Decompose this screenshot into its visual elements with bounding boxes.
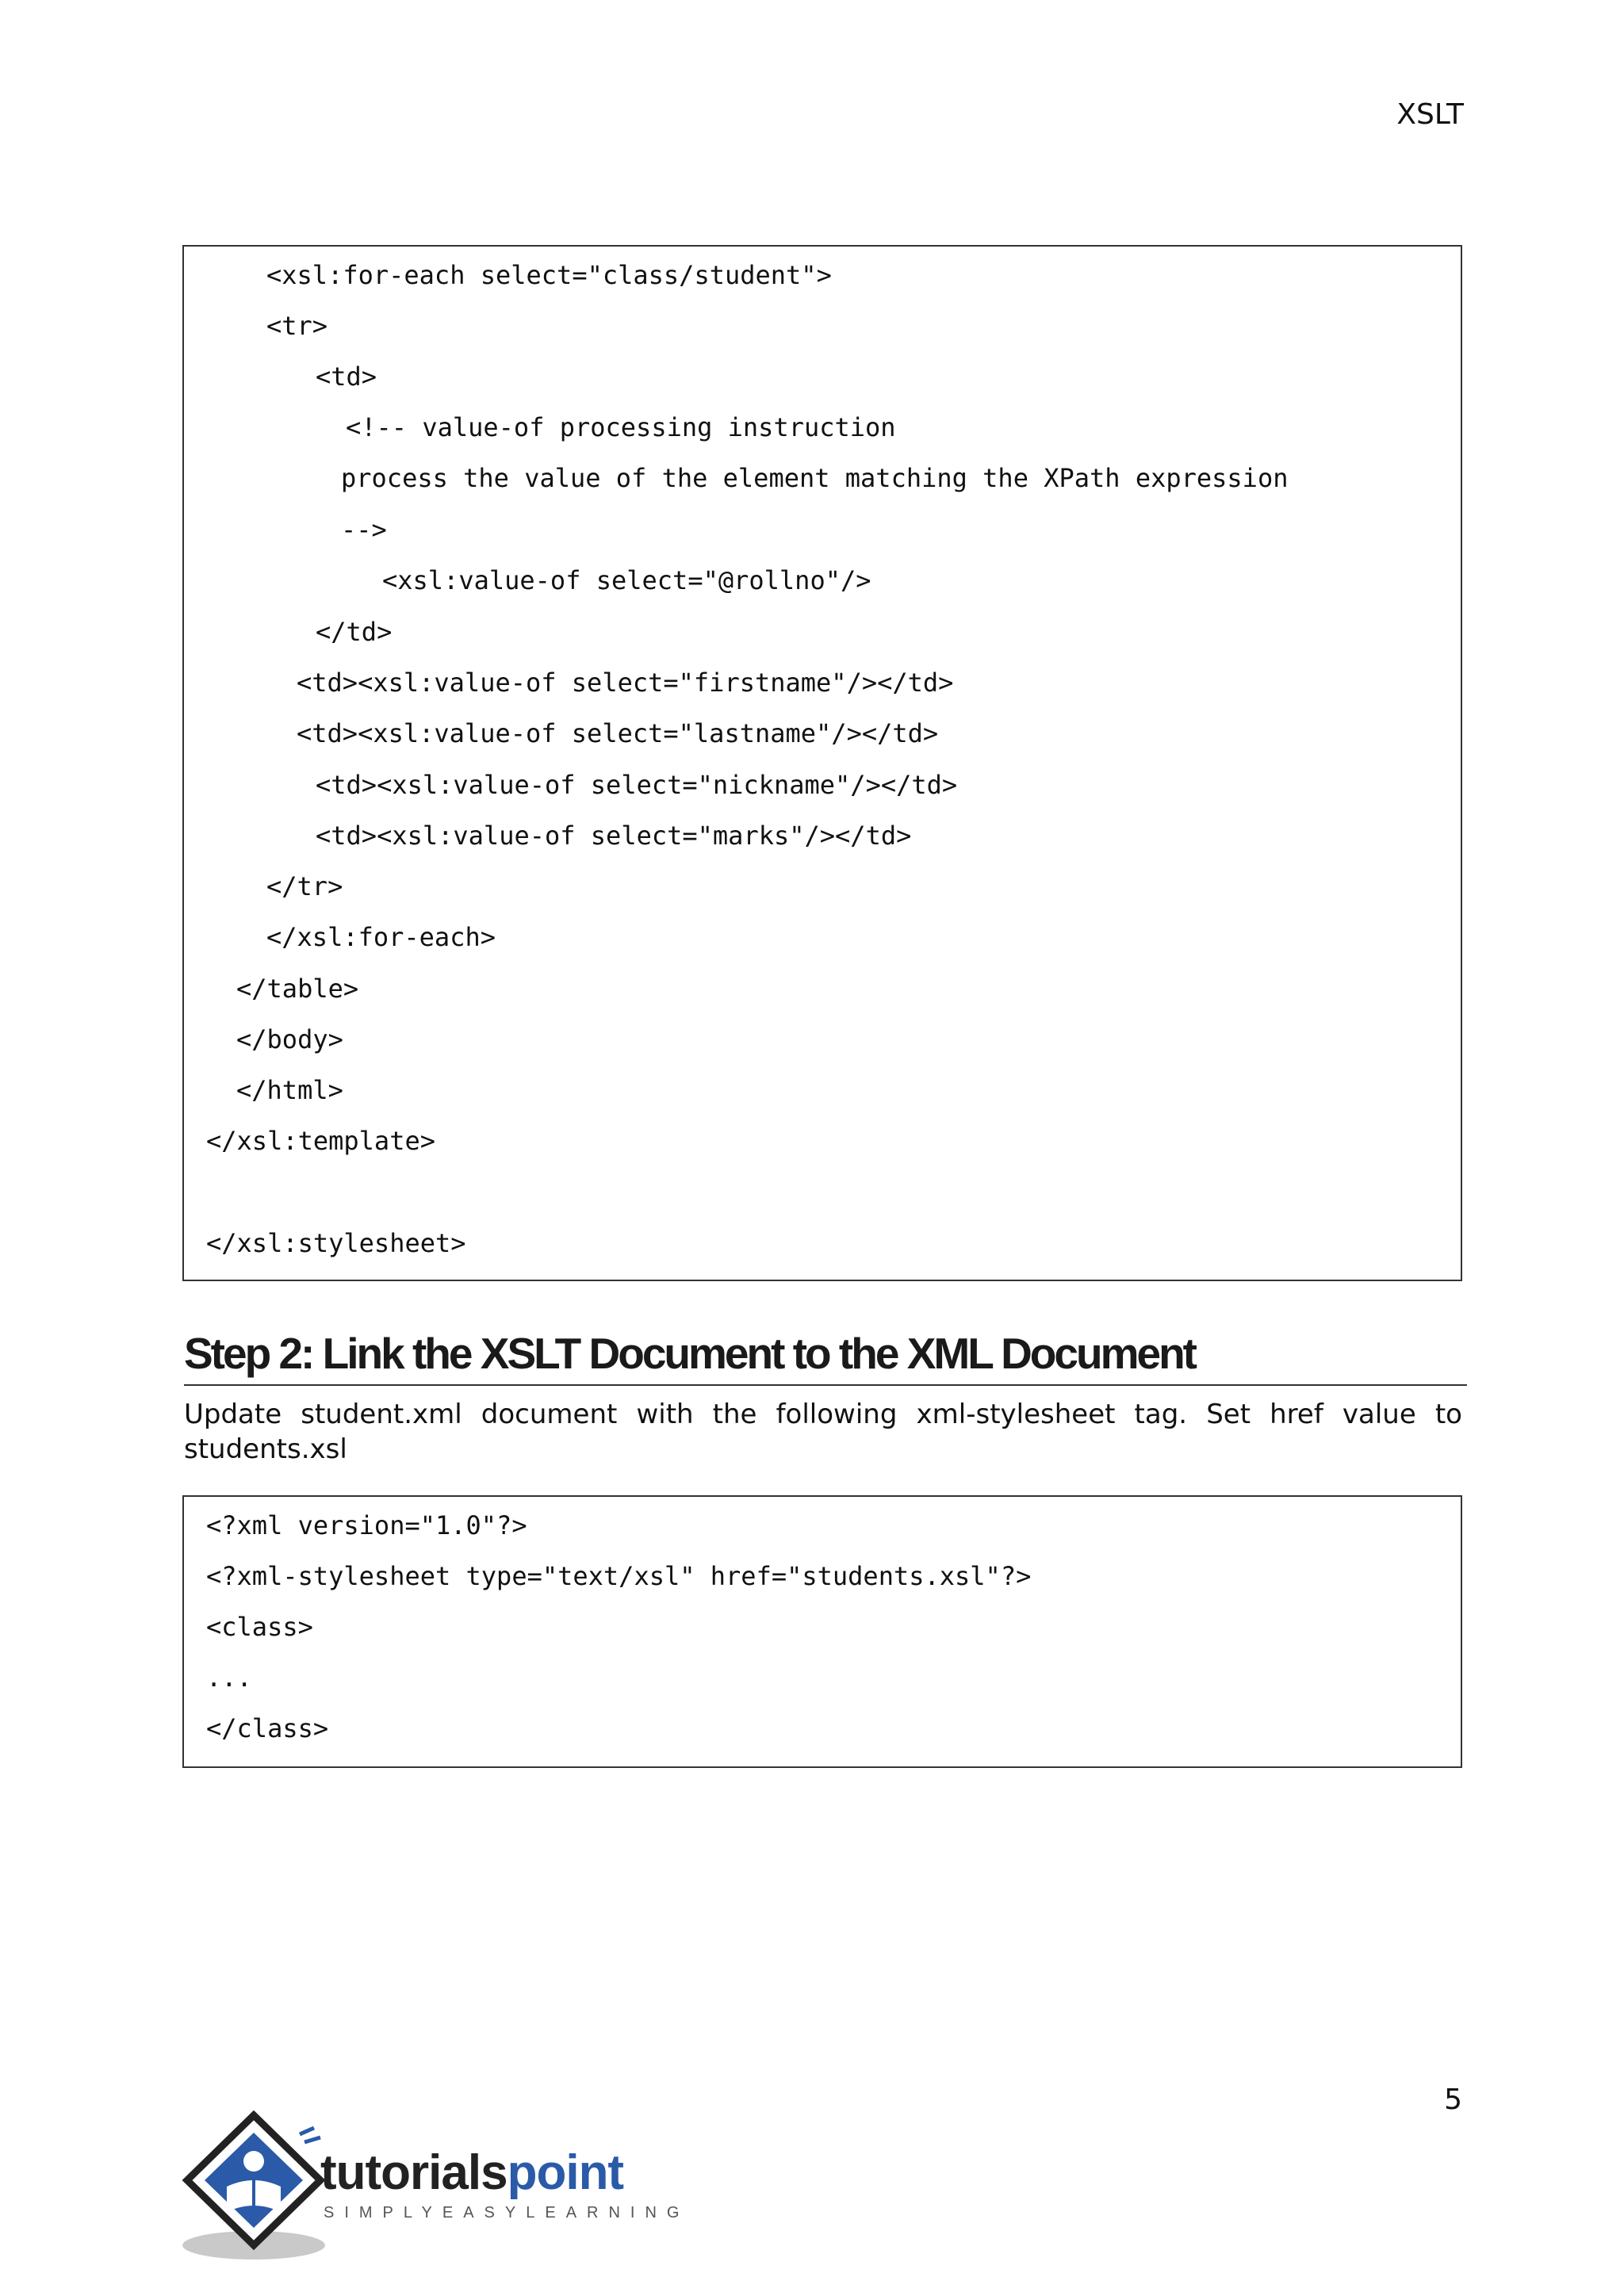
code-line: </xsl:stylesheet> bbox=[206, 1228, 466, 1258]
code-line: <xsl:value-of select="@rollno"/> bbox=[382, 565, 871, 595]
code-line: </html> bbox=[236, 1075, 343, 1105]
section-heading: Step 2: Link the XSLT Document to the XML Document bbox=[184, 1326, 1467, 1386]
code-line: <!-- value-of processing instruction bbox=[346, 412, 896, 442]
code-line: <class> bbox=[206, 1612, 313, 1642]
code-block-xsl-template bbox=[182, 245, 1462, 1281]
logo-word-point: point bbox=[507, 2145, 624, 2200]
code-line: <?xml version="1.0"?> bbox=[206, 1510, 527, 1540]
code-line: </xsl:for-each> bbox=[266, 922, 496, 952]
code-line: </table> bbox=[236, 974, 359, 1004]
code-line: <td><xsl:value-of select="lastname"/></td> bbox=[297, 718, 939, 748]
code-block-xml-stylesheet bbox=[182, 1495, 1462, 1768]
code-line: <tr> bbox=[266, 311, 328, 341]
running-header-title: XSLT bbox=[1396, 98, 1464, 131]
code-line: process the value of the element matching the XPath expression bbox=[341, 463, 1289, 493]
page-number: 5 bbox=[1444, 2084, 1462, 2116]
logo-word-tutorials: tutorials bbox=[320, 2145, 508, 2200]
tutorialspoint-logo bbox=[181, 2110, 690, 2269]
code-line: <td><xsl:value-of select="nickname"/></td> bbox=[316, 770, 958, 800]
code-line: <td><xsl:value-of select="firstname"/></td> bbox=[297, 668, 954, 698]
code-line: </body> bbox=[236, 1024, 343, 1054]
code-line: ... bbox=[206, 1663, 252, 1693]
code-line: <xsl:for-each select="class/student"> bbox=[266, 260, 832, 290]
logo-emblem-icon bbox=[181, 2110, 339, 2269]
code-line: <td><xsl:value-of select="marks"/></td> bbox=[316, 821, 912, 851]
code-line: </tr> bbox=[266, 871, 343, 901]
logo-tagline: SIMPLYEASYLEARNING bbox=[324, 2204, 690, 2221]
code-line: </class> bbox=[206, 1713, 329, 1743]
code-line: <?xml-stylesheet type="text/xsl" href="students.xsl"?> bbox=[206, 1561, 1032, 1591]
code-line: </td> bbox=[316, 617, 393, 647]
code-line: </xsl:template> bbox=[206, 1126, 435, 1156]
body-paragraph: Update student.xml document with the following xml-stylesheet tag. Set href value to students.xsl bbox=[184, 1399, 1462, 1465]
logo-wordmark bbox=[320, 2145, 623, 2201]
code-line: --> bbox=[341, 515, 387, 545]
code-line: <td> bbox=[316, 362, 377, 392]
